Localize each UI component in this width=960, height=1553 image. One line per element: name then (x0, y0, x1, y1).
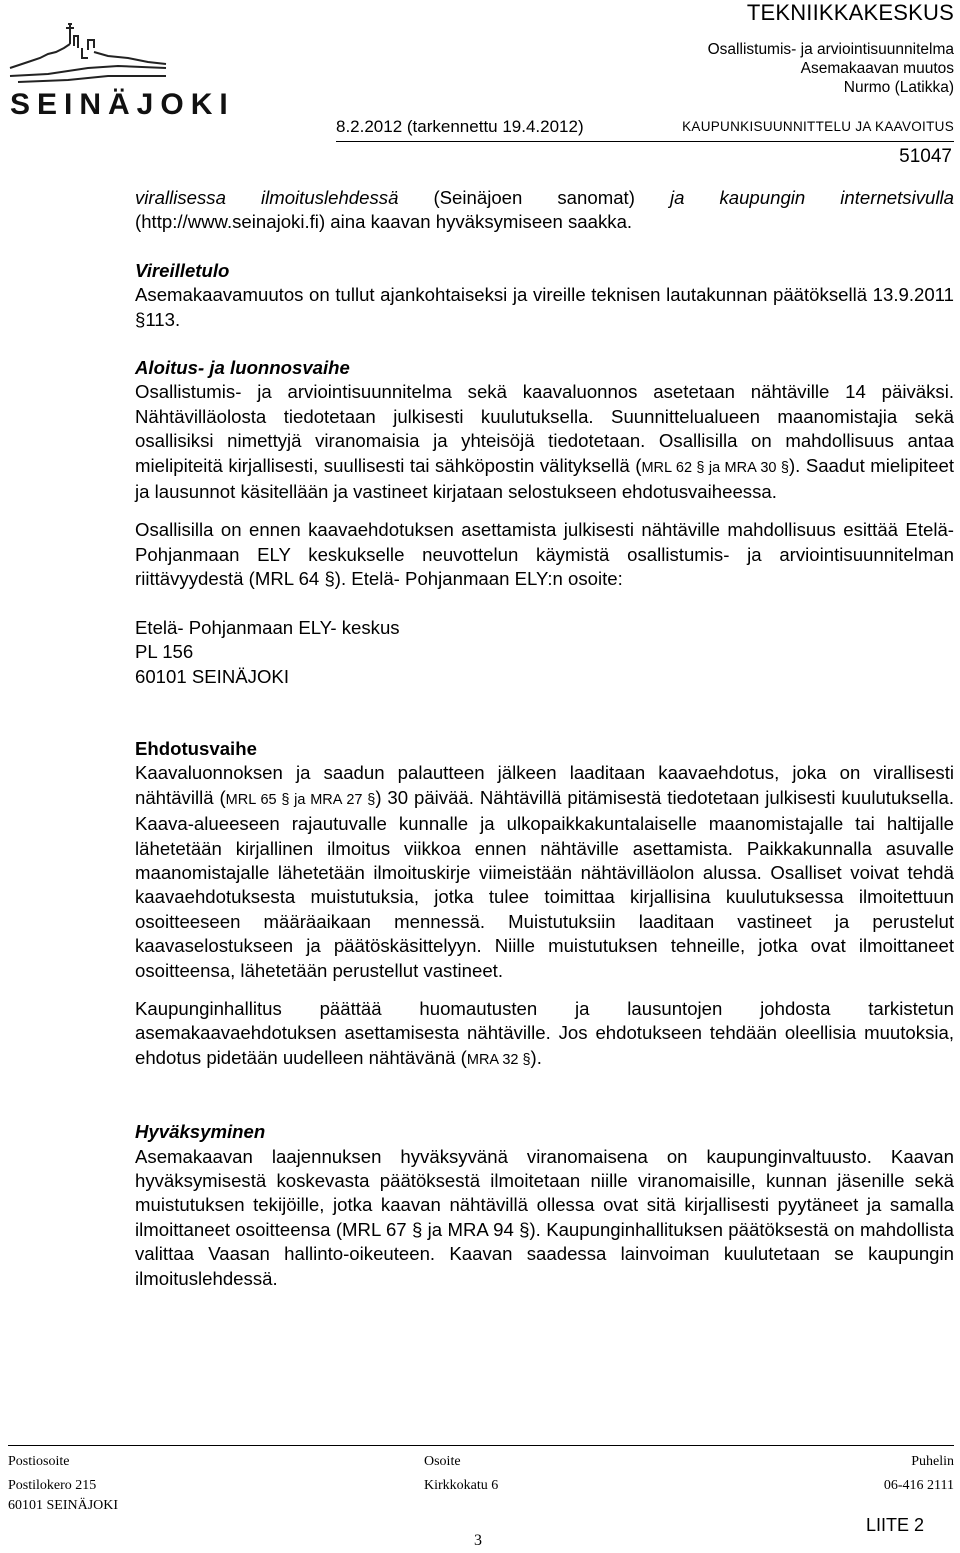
department-unit: KAUPUNKISUUNNITTELU JA KAAVOITUS (682, 119, 954, 134)
document-subject: Asemakaavan muutos (800, 60, 954, 77)
section-heading-aloitus: Aloitus- ja luonnosvaihe (135, 357, 350, 379)
footer-postal-box: Postilokero 215 (8, 1478, 97, 1493)
footer-phone-number: 06-416 2111 (883, 1478, 954, 1493)
footer-address-heading: Osoite (424, 1454, 461, 1469)
city-logo (8, 18, 235, 128)
document-type: Osallistumis- ja arviointisuunnitelma (707, 41, 954, 58)
attachment-label: LIITE 2 (865, 1515, 924, 1535)
intro-paragraph: virallisessa ilmoituslehdessä (Seinäjoen sanomat) ja kaupungin internetsivulla (http://www.seinajoki.fi) aina kaavan hyväksymiseen saakka. (135, 187, 954, 233)
document-date: 8.2.2012 (tarkennettu 19.4.2012) (336, 117, 584, 136)
document-body (135, 186, 954, 1291)
hyvaksyminen-text: Asemakaavan laajennuksen hyväksyvänä viranomaisena on kaupunginvaltuusto. Kaavan hyväksymisestä koskevasta päätöksestä ilmoitetaan niille viranomaisille, kunnan jäsenille sekä muistutuksen tekijöille, jotka kaavan nähtävillä ollessa ovat sitä kirjallisesti pyytäneet ja samalla ilmoittaneet osoitteensa (MRL 67 § ja MRA 94 §). Kaupunginhallituksen päätöksestä on mahdollista valittaa Vaasan hallinto-oikeuteen. Kaavan saadessa lainvoiman kuulutetaan se kaupungin ilmoituslehdessä. (135, 1145, 954, 1289)
footer-postal-city: 60101 SEINÄJOKI (8, 1498, 119, 1513)
ely-address-line3: 60101 SEINÄJOKI (135, 665, 289, 687)
document-location: Nurmo (Latikka) (843, 79, 954, 96)
ely-paragraph: Osallisilla on ennen kaavaehdotuksen asettamista julkisesti nähtäville mahdollisuus esittää Etelä- Pohjanmaan ELY keskukselle neuvottelun käymistä osallistumis- ja arviointisuunnitelman riittävyydestä (MRL 64 §). Etelä- Pohjanmaan ELY:n osoite: (135, 519, 954, 590)
section-heading-vireilletulo: Vireilletulo (135, 259, 230, 281)
ehdotus-paragraph: Kaavaluonnoksen ja saadun palautteen jälkeen laaditaan kaavaehdotus, joka on virallisesti nähtävillä (MRL 65 § ja MRA 27 §) 30 päivää. Nähtävillä pitämisestä tiedotetaan julkisesti kuulutuksella. Kaava-alueeseen rajautuvalle kunnalle ja ulkopaikkakuntalaiselle maanomistajalle tai haltijalle lähetetään kirjallinen ilmoitus viikkoa ennen nähtäville asettamista. Paikkakunnalla asuvalle maanomistajalle lähetetään ilmoituskirje viimeistään nähtävilläolon alussa. Osalliset voivat tehdä kaavaehdotuksesta muistutuksia, jotka tulee toimittaa kirjallisina kuulutuksessa ilmoitettuun osoitteeseen määräaikaan mennessä. Muistutuksiin laaditaan vastineet ja perustelut kaavaselostukseen ja päätöskäsittelyyn. Niille muistutuksen tehneille, jotka ovat ilmoittaneet osoitteensa, lähetetään perustellut vastineet. (135, 762, 955, 981)
footer-phone-heading: Puhelin (911, 1454, 954, 1469)
section-heading-ehdotus: Ehdotusvaihe (135, 737, 257, 759)
footer-phone (884, 1452, 954, 1496)
footer-postal (8, 1452, 118, 1516)
vireilletulo-text: Asemakaavamuutos on tullut ajankohtaiseksi ja vireille teknisen lautakunnan päätöksellä 13.9.2011 §113. (135, 284, 954, 330)
section-heading-hyvaksyminen: Hyväksyminen (135, 1121, 266, 1143)
footer-divider (8, 1445, 954, 1446)
footer-postal-heading: Postiosoite (8, 1454, 70, 1469)
skyline-icon (8, 18, 168, 88)
ely-address-line2: PL 156 (135, 641, 194, 663)
department-title: TEKNIIKKAKESKUS (746, 0, 954, 25)
aloitus-paragraph: Osallistumis- ja arviointisuunnitelma sekä kaavaluonnos asetetaan nähtäville 14 päiväksi. Nähtävilläolosta tiedotetaan julkisesti kuulutuksella. Suunnittelualueen maanomistajia sekä osallisiksi nimettyjä viranomaisia ja yhteisöjä tiedotetaan. Osallisilla on mahdollisuus antaa mielipiteitä kirjallisesti, suullisesti tai sähköpostin välityksellä (MRL 62 § ja MRA 30 §). Saadut mielipiteet ja lausunnot käsitellään ja vastineet kirjataan selostukseen ehdotusvaiheessa. (135, 381, 954, 503)
page-number: 3 (474, 1532, 482, 1549)
ely-address-line1: Etelä- Pohjanmaan ELY- keskus (135, 616, 400, 638)
kaupunginhallitus-paragraph: Kaupunginhallitus päättää huomautusten ja lausuntojen johdosta tarkistetun asemakaavaehdotuksen asettamisesta nähtäville. Jos ehdotukseen tehdään oleellisia muutoksia, ehdotus pidetään uudelleen nähtävänä (MRA 32 §). (135, 997, 954, 1068)
footer-street: Kirkkokatu 6 (424, 1478, 499, 1493)
logo-text: SEINÄJOKI (10, 88, 235, 121)
footer-address (424, 1452, 498, 1496)
header-divider (336, 141, 954, 142)
document-number: 51047 (899, 146, 952, 167)
